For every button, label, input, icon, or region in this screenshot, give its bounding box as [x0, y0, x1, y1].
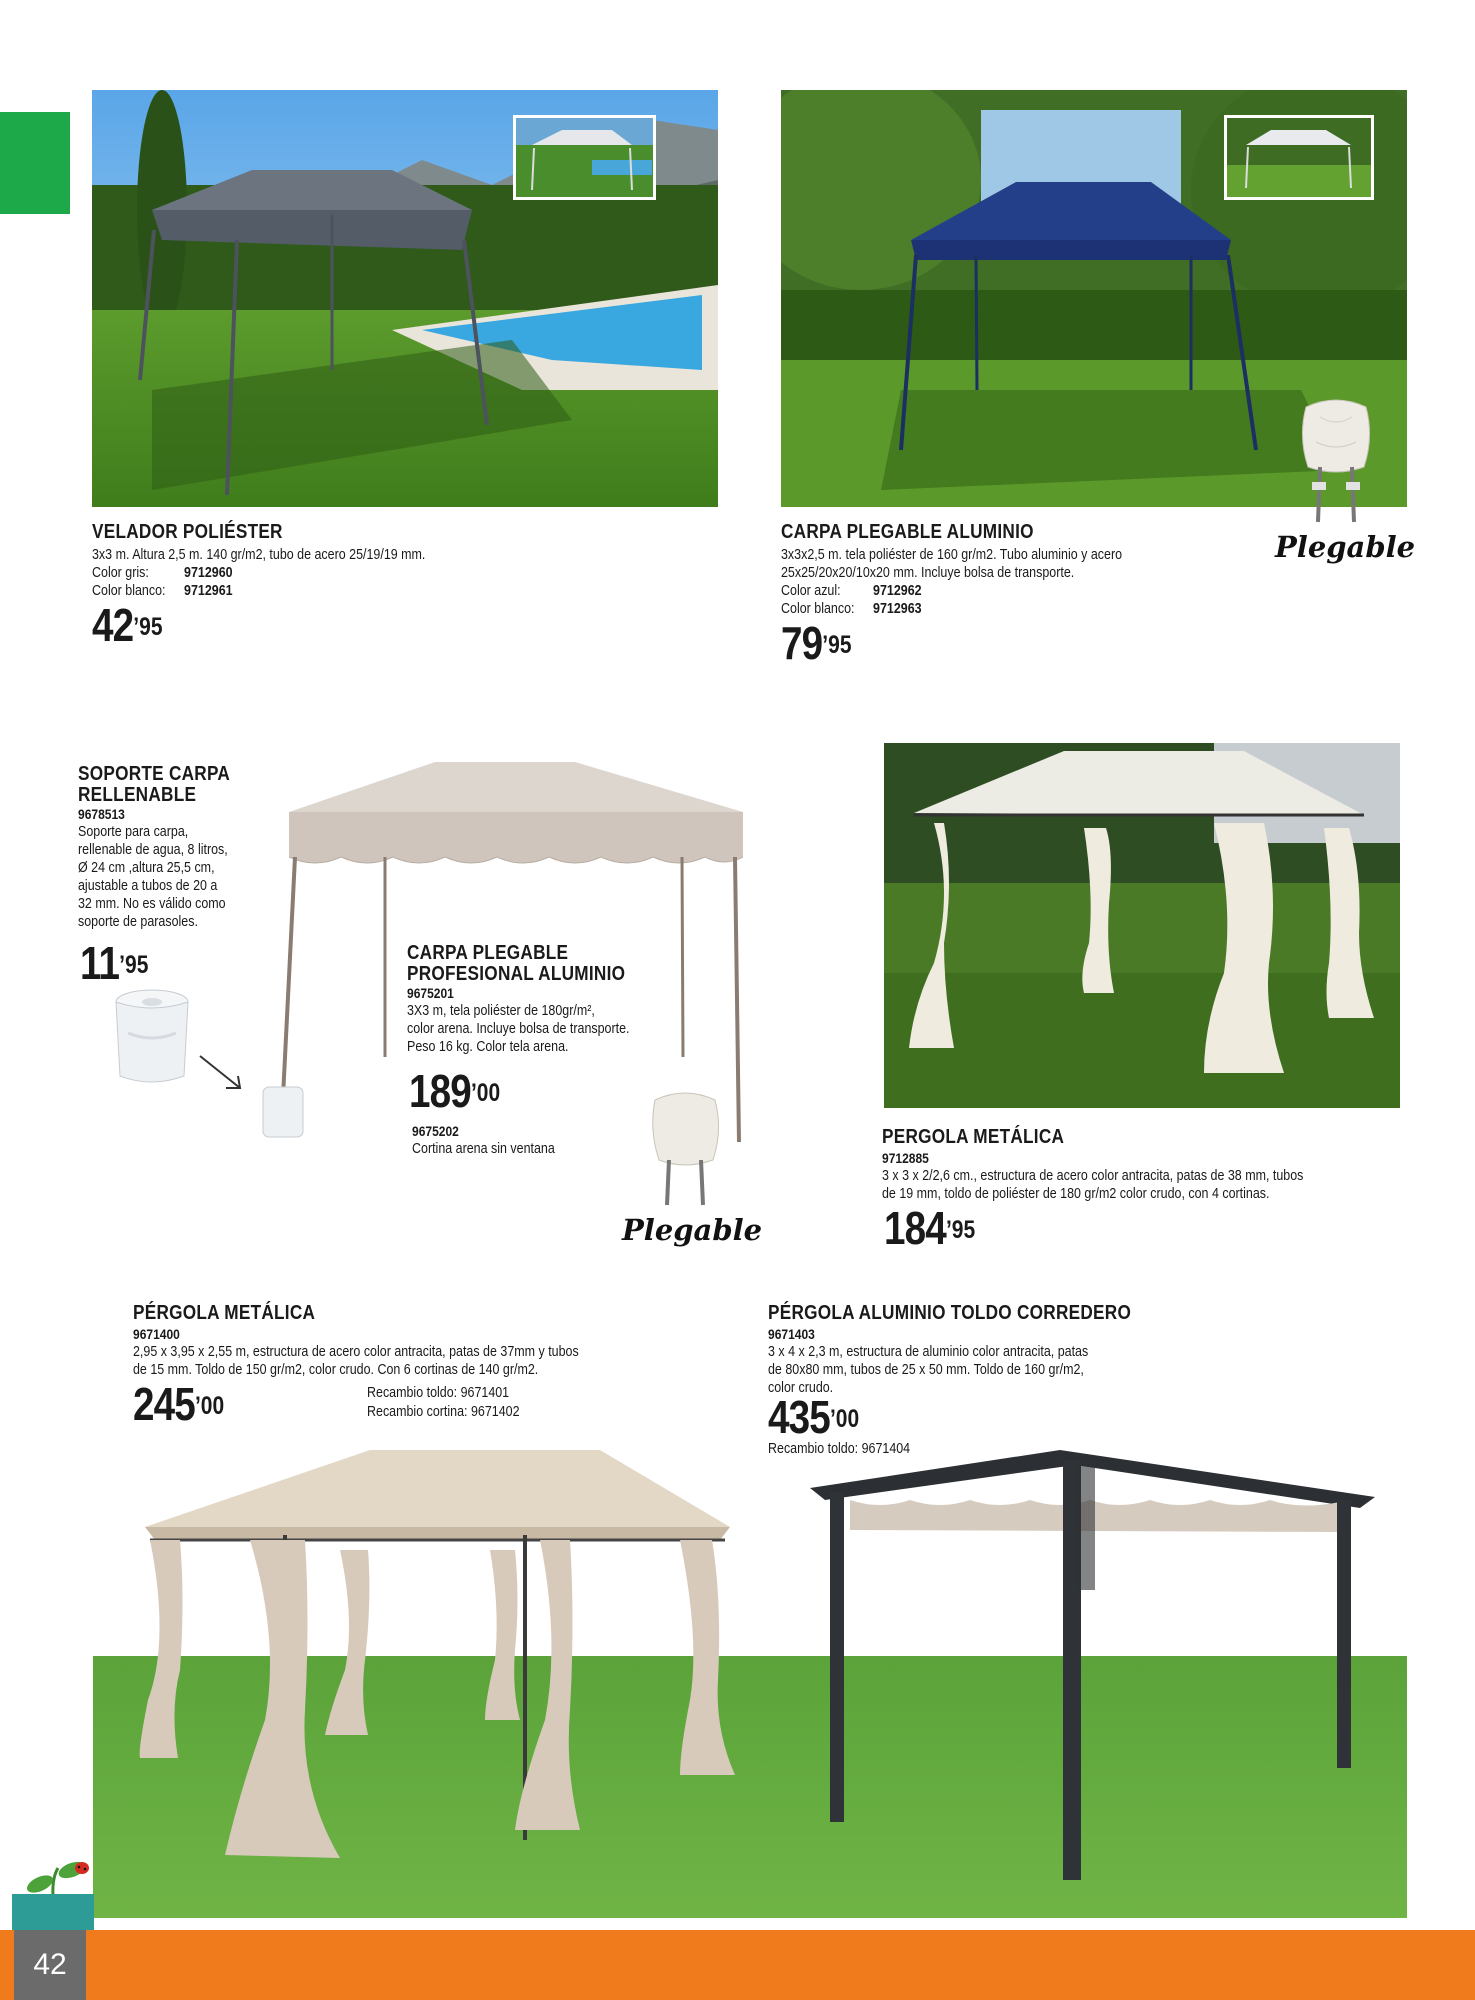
- ladybug-icon: [74, 1860, 90, 1874]
- pergola-metalica-desc: [882, 1167, 1415, 1203]
- soporte-title-line-2: RELLENABLE: [78, 784, 197, 806]
- price-dec: ’00: [470, 1079, 501, 1107]
- desc-line: color arena. Incluye bolsa de transporte.: [407, 1021, 630, 1037]
- pergola-aluminio-code: 9671403: [768, 1326, 815, 1342]
- variant-label: Color blanco:: [92, 583, 166, 599]
- variant-code: 9712961: [184, 583, 233, 599]
- price-dec: ’00: [194, 1392, 225, 1420]
- pergola-metalica-2-spare-toldo: Recambio toldo: 9671401: [367, 1385, 510, 1401]
- velador-price: [92, 599, 163, 651]
- desc-line: 32 mm. No es válido como: [78, 896, 226, 912]
- pergola-aluminio-price: [768, 1391, 860, 1443]
- folded-gazebo-image: [645, 1090, 725, 1210]
- pergola-aluminio-spare-toldo: Recambio toldo: 9671404: [768, 1441, 911, 1457]
- price-int: 184: [884, 1202, 946, 1254]
- soporte-price: [80, 937, 149, 989]
- page-number: 42: [33, 1948, 67, 1981]
- carpa-pro-title-line-1: CARPA PLEGABLE: [407, 942, 569, 964]
- variant-label: Color gris:: [92, 565, 149, 581]
- desc-line: Peso 16 kg. Color tela arena.: [407, 1039, 569, 1055]
- desc-line: Soporte para carpa,: [78, 824, 189, 840]
- desc-line: 2,95 x 3,95 x 2,55 m, estructura de acero color antracita, patas de 37mm y tubos: [133, 1344, 579, 1360]
- footer-bar: [0, 1930, 1475, 2000]
- pergola-metalica-2-title: PÉRGOLA METÁLICA: [133, 1302, 316, 1324]
- pergola-aluminio-desc: [768, 1343, 1129, 1397]
- carpa-pro-desc: [407, 1002, 665, 1056]
- price-dec: ’00: [829, 1405, 860, 1433]
- carpa-desc: [781, 546, 1194, 618]
- carpa-pro-extra-desc: Cortina arena sin ventana: [412, 1141, 555, 1157]
- desc-line: 3X3 m, tela poliéster de 180gr/m²,: [407, 1003, 595, 1019]
- velador-desc: [92, 546, 608, 600]
- velador-title: VELADOR POLIÉSTER: [92, 521, 283, 543]
- variant-code: 9712963: [873, 601, 922, 617]
- carpa-pro-title-line-2: PROFESIONAL ALUMINIO: [407, 963, 626, 985]
- pergola-metalica-2-price: [133, 1378, 225, 1430]
- carpa-desc-line-2: 25x25/20x20/10x20 mm. Incluye bolsa de transporte.: [781, 565, 1075, 581]
- price-dec: ’95: [945, 1216, 976, 1244]
- pergola-metalica-photo: [884, 743, 1400, 1108]
- folded-gazebo-image: [1290, 397, 1382, 529]
- variant-code: 9712960: [184, 565, 233, 581]
- pergola-metalica-title: PERGOLA METÁLICA: [882, 1126, 1065, 1148]
- price-int: 11: [80, 937, 120, 989]
- desc-line: rellenable de agua, 8 litros,: [78, 842, 228, 858]
- pergola-aluminio-title: PÉRGOLA ALUMINIO TOLDO CORREDERO: [768, 1302, 1132, 1324]
- page-number-box: [14, 1930, 86, 2000]
- velador-desc-line: 3x3 m. Altura 2,5 m. 140 gr/m2, tubo de acero 25/19/19 mm.: [92, 547, 426, 563]
- variant-label: Color azul:: [781, 583, 841, 599]
- carpa-variant-azul: [781, 582, 1194, 600]
- price-dec: ’95: [822, 631, 852, 659]
- velador-variant-gris: [92, 564, 608, 582]
- soporte-title-line-1: SOPORTE CARPA: [78, 763, 231, 785]
- soporte-code: 9678513: [78, 806, 125, 822]
- carpa-title: CARPA PLEGABLE ALUMINIO: [781, 521, 1034, 543]
- desc-line: de 80x80 mm, tubos de 25 x 50 mm. Toldo de 160 gr/m2,: [768, 1362, 1084, 1378]
- variant-label: Color blanco:: [781, 601, 855, 617]
- carpa-pro-price: [409, 1065, 501, 1117]
- soporte-desc: [78, 823, 250, 931]
- price-int: 189: [409, 1065, 471, 1117]
- carpa-pro-plegable-badge: Plegable: [622, 1213, 763, 1247]
- price-int: 245: [133, 1378, 195, 1430]
- pergola-metalica-2-spare-cortina: Recambio cortina: 9671402: [367, 1404, 520, 1420]
- desc-line: ajustable a tubos de 20 a: [78, 878, 218, 894]
- desc-line: 3 x 4 x 2,3 m, estructura de aluminio color antracita, patas: [768, 1344, 1089, 1360]
- soporte-title: [78, 764, 230, 806]
- velador-photo: [92, 90, 718, 507]
- price-int: 435: [768, 1391, 830, 1443]
- velador-variant-blanco: [92, 582, 608, 600]
- section-tab: [0, 112, 70, 214]
- pergola-metalica-price: [884, 1202, 976, 1254]
- carpa-price: [781, 617, 852, 669]
- price-int: 42: [92, 599, 134, 651]
- carpa-plegable-badge: Plegable: [1275, 530, 1416, 564]
- desc-line: soporte de parasoles.: [78, 914, 198, 930]
- price-dec: ’95: [119, 951, 149, 979]
- pergola-metalica-2-desc: [133, 1343, 683, 1379]
- pergola-metalica-2-code: 9671400: [133, 1326, 180, 1342]
- carpa-pro-title: [407, 943, 625, 985]
- desc-line: Ø 24 cm ,altura 25,5 cm,: [78, 860, 215, 876]
- price-int: 79: [781, 617, 823, 669]
- arrow-icon: [196, 1052, 246, 1094]
- desc-line: 3 x 3 x 2/2,6 cm., estructura de acero color antracita, patas de 38 mm, tubos: [882, 1168, 1304, 1184]
- desc-line: de 19 mm, toldo de poliéster de 180 gr/m2 color crudo, con 4 cortinas.: [882, 1186, 1270, 1202]
- carpa-pro-code: 9675201: [407, 985, 454, 1001]
- desc-line: de 15 mm. Toldo de 150 gr/m2, color crudo. Con 6 cortinas de 140 gr/m2.: [133, 1362, 539, 1378]
- pergola-metalica-code: 9712885: [882, 1150, 929, 1166]
- soporte-image: [110, 988, 194, 1088]
- price-dec: ’95: [133, 613, 163, 641]
- carpa-variant-blanco: [781, 600, 1194, 618]
- pergolas-photo: [0, 1440, 1475, 1930]
- carpa-pro-extra-code: 9675202: [412, 1123, 459, 1139]
- variant-code: 9712962: [873, 583, 922, 599]
- carpa-desc-line-1: 3x3x2,5 m. tela poliéster de 160 gr/m2. Tubo aluminio y acero: [781, 547, 1123, 563]
- desc-line: color crudo.: [768, 1380, 834, 1396]
